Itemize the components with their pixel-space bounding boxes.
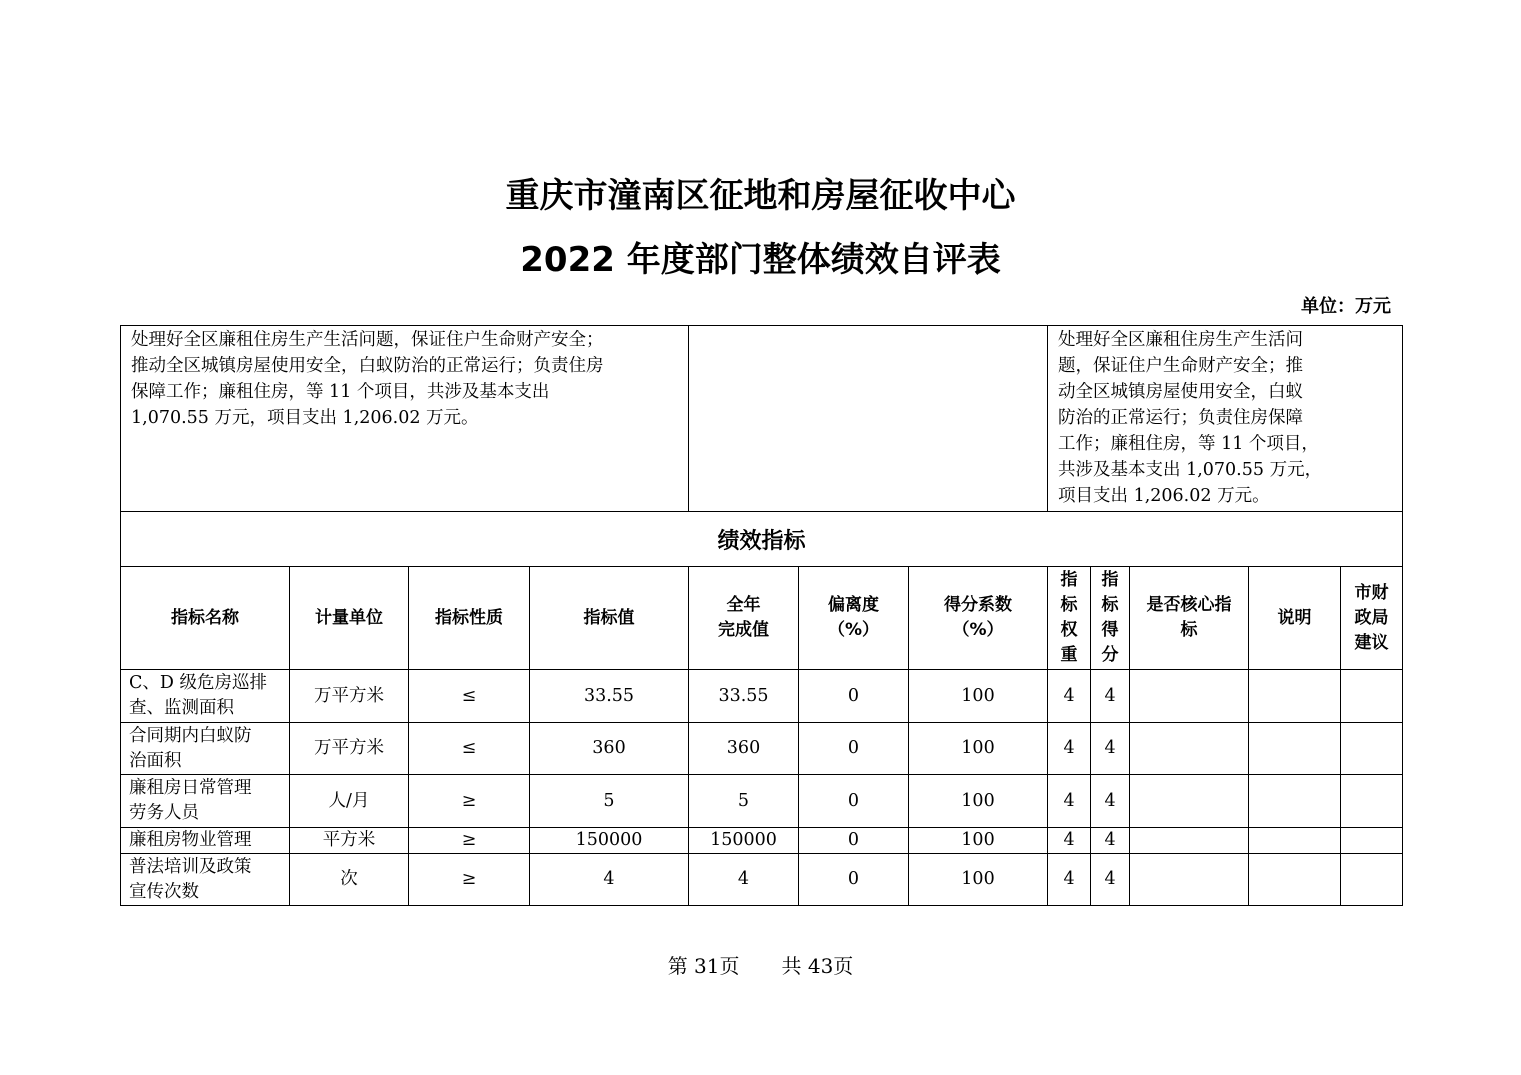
header-actual: 全年 完成值 [689,567,799,670]
cell-value: 33.55 [530,670,689,723]
cell-deviation: 0 [799,670,909,723]
cell-score: 4 [1091,854,1130,906]
cell-score: 4 [1091,775,1130,828]
cell-unit: 人/月 [290,775,409,828]
cell-value: 360 [530,723,689,775]
header-nature: 指标性质 [409,567,530,670]
cell-advice [1341,828,1403,854]
cell-unit: 平方米 [290,828,409,854]
cell-nature: ≥ [409,775,530,828]
cell-nature: ≥ [409,828,530,854]
indicator-name: 廉租房物业管理 [121,828,290,854]
header-unit: 计量单位 [290,567,409,670]
cell-coef: 100 [909,670,1048,723]
description-right: 处理好全区廉租住房生产生活问 题，保证住户生命财产安全；推 动全区城镇房屋使用安全，白蚁 防治的正常运行；负责住房保障 工作；廉租住房，等 11 个项目， 共涉及基本支出 1,070.55 万元， 项目支出 1,206.02 万元。 [1048,326,1403,512]
cell-actual: 5 [689,775,799,828]
cell-note [1249,854,1341,906]
cell-core [1130,723,1249,775]
cell-value: 150000 [530,828,689,854]
cell-actual: 360 [689,723,799,775]
header-core: 是否核心指 标 [1130,567,1249,670]
cell-nature: ≤ [409,723,530,775]
cell-deviation: 0 [799,854,909,906]
cell-deviation: 0 [799,775,909,828]
cell-advice [1341,723,1403,775]
description-middle [689,326,1048,512]
cell-deviation: 0 [799,723,909,775]
cell-coef: 100 [909,828,1048,854]
indicator-name: 合同期内白蚁防 治面积 [121,723,290,775]
cell-weight: 4 [1048,854,1091,906]
cell-core [1130,828,1249,854]
table-header-row [121,567,1403,670]
cell-unit: 次 [290,854,409,906]
cell-note [1249,828,1341,854]
cell-note [1249,775,1341,828]
header-deviation: 偏离度 （%） [799,567,909,670]
cell-score: 4 [1091,670,1130,723]
header-weight: 指 标 权 重 [1048,567,1091,670]
page-title-line1: 重庆市潼南区征地和房屋征收中心 [505,176,1016,216]
cell-coef: 100 [909,775,1048,828]
page-number: 第 31页 [667,954,740,978]
cell-value: 4 [530,854,689,906]
cell-nature: ≤ [409,670,530,723]
cell-coef: 100 [909,723,1048,775]
description-left: 处理好全区廉租住房生产生活问题，保证住户生命财产安全； 推动全区城镇房屋使用安全，白蚁防治的正常运行；负责住房 保障工作；廉租住房，等 11 个项目，共涉及基本支出 1,070.55 万元，项目支出 1,206.02 万元。 [121,326,689,512]
cell-coef: 100 [909,854,1048,906]
cell-core [1130,670,1249,723]
header-note: 说明 [1249,567,1341,670]
unit-label: 单位：万元 [1301,296,1391,317]
cell-weight: 4 [1048,828,1091,854]
cell-core [1130,854,1249,906]
table-row [121,723,1403,775]
cell-note [1249,670,1341,723]
cell-nature: ≥ [409,854,530,906]
page-title-line2: 2022 年度部门整体绩效自评表 [520,240,1001,280]
cell-actual: 4 [689,854,799,906]
cell-weight: 4 [1048,775,1091,828]
cell-advice [1341,775,1403,828]
cell-unit: 万平方米 [290,670,409,723]
indicator-name: C、D 级危房巡排 查、监测面积 [121,670,290,723]
header-name: 指标名称 [121,567,290,670]
table-row [121,670,1403,723]
table-row [121,854,1403,906]
cell-unit: 万平方米 [290,723,409,775]
cell-score: 4 [1091,723,1130,775]
cell-score: 4 [1091,828,1130,854]
cell-weight: 4 [1048,670,1091,723]
cell-advice [1341,670,1403,723]
cell-advice [1341,854,1403,906]
indicator-name: 普法培训及政策 宣传次数 [121,854,290,906]
cell-core [1130,775,1249,828]
cell-value: 5 [530,775,689,828]
cell-actual: 33.55 [689,670,799,723]
header-coefficient: 得分系数 （%） [909,567,1048,670]
cell-note [1249,723,1341,775]
page-footer [0,953,1521,979]
page-total: 共 43页 [781,954,854,978]
table-row [121,828,1403,854]
cell-deviation: 0 [799,828,909,854]
header-value: 指标值 [530,567,689,670]
section-title: 绩效指标 [121,512,1403,567]
indicator-name: 廉租房日常管理 劳务人员 [121,775,290,828]
table-row [121,775,1403,828]
cell-actual: 150000 [689,828,799,854]
header-advice: 市财 政局 建议 [1341,567,1403,670]
header-score: 指 标 得 分 [1091,567,1130,670]
performance-table [120,325,1403,906]
cell-weight: 4 [1048,723,1091,775]
